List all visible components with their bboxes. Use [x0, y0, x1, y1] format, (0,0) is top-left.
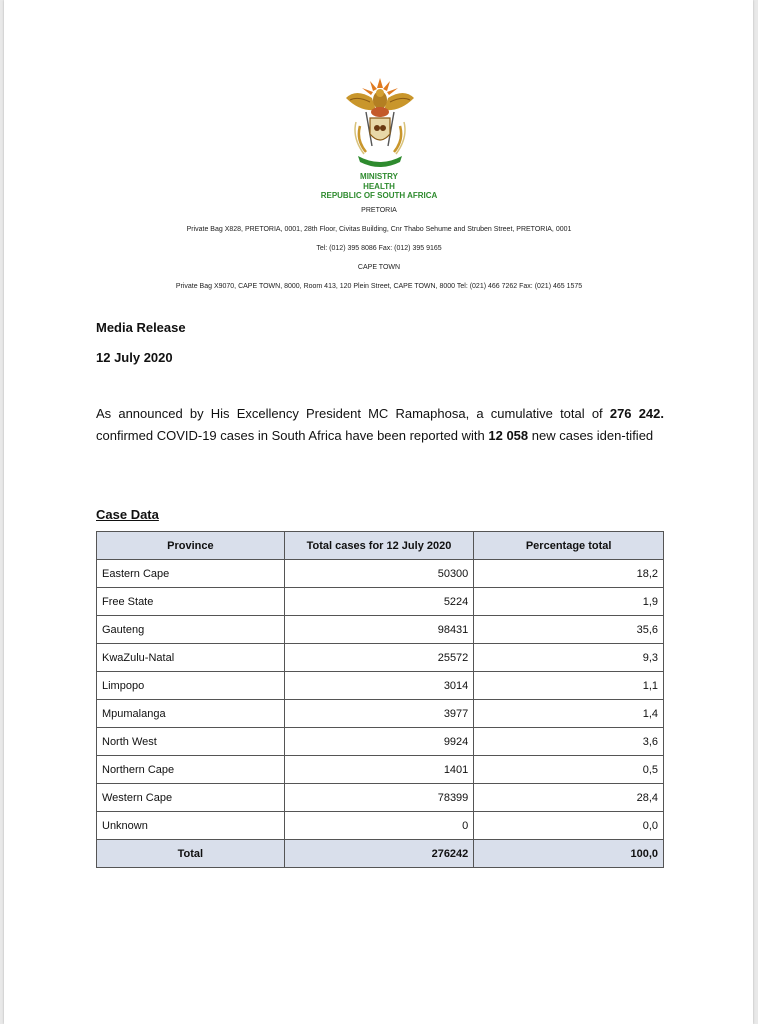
percentage-cell: 28,4 [474, 784, 664, 812]
new-cases: 12 058 [488, 428, 529, 443]
table-header-row [97, 532, 664, 560]
intro-text-3: new cases iden-tified [528, 428, 654, 443]
total-cases-cell: 276242 [284, 840, 474, 868]
table-row [97, 616, 664, 644]
table-row [97, 672, 664, 700]
total-row [97, 840, 664, 868]
cases-cell: 1401 [284, 756, 474, 784]
percentage-cell: 0,0 [474, 812, 664, 840]
capetown-label: CAPE TOWN [357, 264, 401, 271]
table-row [97, 588, 664, 616]
province-cell: Free State [97, 588, 285, 616]
percentage-cell: 1,1 [474, 672, 664, 700]
table-row [97, 784, 664, 812]
province-cell: Northern Cape [97, 756, 285, 784]
percentage-cell: 18,2 [474, 560, 664, 588]
country-label: REPUBLIC OF SOUTH AFRICA [320, 191, 438, 200]
table-row [97, 812, 664, 840]
pretoria-label: PRETORIA [361, 207, 397, 214]
case-data-title: Case Data [96, 507, 159, 522]
province-cell: Eastern Cape [97, 560, 285, 588]
table-row [97, 756, 664, 784]
intro-text-1: As announced by His Excellency President MC Ramaphosa, a cumulative total of [96, 406, 610, 421]
ministry-title [0, 172, 758, 201]
table-row [97, 644, 664, 672]
coat-of-arms-icon [342, 76, 418, 168]
intro-text-2: confirmed COVID-19 cases in South Africa have been reported with [96, 428, 489, 443]
intro-paragraph [96, 403, 664, 447]
table-row [97, 560, 664, 588]
table-row [97, 728, 664, 756]
cases-cell: 25572 [284, 644, 474, 672]
column-header-percentage: Percentage total [474, 532, 664, 560]
table-row [97, 700, 664, 728]
capetown-address: Private Bag X9070, CAPE TOWN, 8000, Room 413, 120 Plein Street, CAPE TOWN, 8000 Tel: (021) 466 7262 Fax: (021) 465 1575 [175, 283, 583, 290]
cases-cell: 0 [284, 812, 474, 840]
case-data-table [96, 531, 664, 868]
department-label: HEALTH [363, 181, 395, 191]
percentage-cell: 1,9 [474, 588, 664, 616]
percentage-cell: 9,3 [474, 644, 664, 672]
percentage-cell: 0,5 [474, 756, 664, 784]
cases-cell: 98431 [284, 616, 474, 644]
pretoria-address: Private Bag X828, PRETORIA, 0001, 28th Floor, Civitas Building, Cnr Thabo Sehume and Struben Street, PRETORIA, 0001 [186, 226, 572, 233]
cases-cell: 50300 [284, 560, 474, 588]
cases-cell: 3014 [284, 672, 474, 700]
release-type: Media Release [96, 320, 186, 335]
percentage-cell: 1,4 [474, 700, 664, 728]
province-cell: Unknown [97, 812, 285, 840]
total-percentage-cell: 100,0 [474, 840, 664, 868]
cumulative-total: 276 242. [609, 406, 665, 421]
total-label-cell: Total [97, 840, 285, 868]
province-cell: KwaZulu-Natal [97, 644, 285, 672]
province-cell: Western Cape [97, 784, 285, 812]
pretoria-contact: Tel: (012) 395 8086 Fax: (012) 395 9165 [316, 245, 442, 252]
province-cell: Mpumalanga [97, 700, 285, 728]
cases-cell: 5224 [284, 588, 474, 616]
column-header-total-cases: Total cases for 12 July 2020 [284, 532, 474, 560]
ministry-label: MINISTRY [360, 172, 398, 181]
province-cell: Limpopo [97, 672, 285, 700]
percentage-cell: 3,6 [474, 728, 664, 756]
province-cell: North West [97, 728, 285, 756]
release-date: 12 July 2020 [96, 350, 173, 365]
cases-cell: 3977 [284, 700, 474, 728]
province-cell: Gauteng [97, 616, 285, 644]
cases-cell: 78399 [284, 784, 474, 812]
percentage-cell: 35,6 [474, 616, 664, 644]
column-header-province: Province [97, 532, 285, 560]
cases-cell: 9924 [284, 728, 474, 756]
